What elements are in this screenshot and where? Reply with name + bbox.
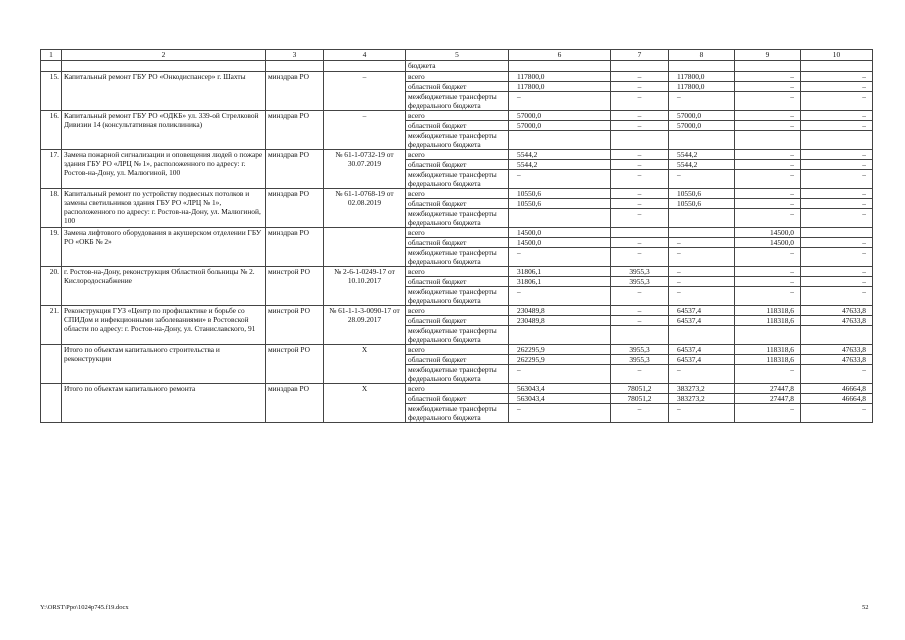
amount-cell: – [509, 404, 611, 423]
object-name: Итого по объектам капитального строительства и реконструкции [62, 345, 266, 384]
amount-cell: – [801, 267, 873, 277]
amount-cell: 117800,0 [509, 82, 611, 92]
funding-source-label: всего [406, 384, 509, 394]
amount-cell: 118318,6 [735, 345, 801, 355]
amount-cell: – [801, 82, 873, 92]
amount-cell: – [735, 267, 801, 277]
amount-cell: – [735, 287, 801, 306]
amount-cell: – [735, 365, 801, 384]
amount-cell: – [669, 170, 735, 189]
row-number: 17. [41, 150, 62, 189]
object-name: г. Ростов-на-Дону, реконструкция Областной больницы № 2. Кислородоснабжение [62, 267, 266, 306]
amount-cell: 14500,0 [509, 228, 611, 238]
funding-source-label: областной бюджет [406, 316, 509, 326]
amount-cell: – [611, 199, 669, 209]
amount-cell [735, 131, 801, 150]
funding-source-label: всего [406, 228, 509, 238]
amount-cell: 383273,2 [669, 384, 735, 394]
footer-file-path: Y:\ORST\Ppo\1024p745.f19.docx [40, 604, 129, 611]
amount-cell: – [735, 209, 801, 228]
amount-cell: – [611, 404, 669, 423]
responsible-org: минздрав РО [266, 72, 324, 111]
column-header-6: 6 [509, 50, 611, 61]
amount-cell: 10550,6 [509, 199, 611, 209]
responsible-org: минздрав РО [266, 150, 324, 189]
amount-cell: – [735, 72, 801, 82]
amount-cell [509, 209, 611, 228]
amount-cell: – [509, 92, 611, 111]
amount-cell: – [611, 121, 669, 131]
amount-cell: 27447,8 [735, 394, 801, 404]
amount-cell [735, 326, 801, 345]
amount-cell: – [801, 72, 873, 82]
amount-cell: – [669, 404, 735, 423]
column-header-9: 9 [735, 50, 801, 61]
table-row [41, 111, 873, 121]
amount-cell: – [669, 365, 735, 384]
amount-cell: – [735, 82, 801, 92]
amount-cell: – [611, 238, 669, 248]
amount-cell: – [801, 209, 873, 228]
row-number: 19. [41, 228, 62, 267]
funding-source-label: областной бюджет [406, 394, 509, 404]
amount-cell: 230489,8 [509, 306, 611, 316]
amount-cell [611, 326, 669, 345]
responsible-org: минздрав РО [266, 384, 324, 423]
funding-source-label: всего [406, 189, 509, 199]
amount-cell: 46664,8 [801, 384, 873, 394]
responsible-org: минздрав РО [266, 228, 324, 267]
column-header-8: 8 [669, 50, 735, 61]
object-name: Замена пожарной сигнализации и оповещения людей о пожаре здания ГБУ РО «ЛРЦ № 1», расположенного по адресу: г. Ростов-на-Дону, ул. Малюгиной, 100 [62, 150, 266, 189]
budget-table [40, 49, 873, 423]
amount-cell: 47633,8 [801, 355, 873, 365]
amount-cell: 47633,8 [801, 345, 873, 355]
amount-cell: 117800,0 [669, 72, 735, 82]
expertise-document: № 61-1-0732-19 от 30.07.2019 [324, 150, 406, 189]
amount-cell: – [509, 170, 611, 189]
amount-cell: 57000,0 [509, 121, 611, 131]
amount-cell [509, 326, 611, 345]
amount-cell: – [509, 248, 611, 267]
amount-cell: 47633,8 [801, 306, 873, 316]
amount-cell: – [735, 121, 801, 131]
responsible-org: минздрав РО [266, 189, 324, 228]
funding-source-label: всего [406, 267, 509, 277]
amount-cell: – [669, 238, 735, 248]
amount-cell: – [801, 150, 873, 160]
amount-cell: 3955,3 [611, 345, 669, 355]
amount-cell: – [801, 404, 873, 423]
amount-cell: 117800,0 [509, 72, 611, 82]
expertise-document: Х [324, 345, 406, 384]
amount-cell: – [611, 150, 669, 160]
column-header-1: 1 [41, 50, 62, 61]
expertise-document [324, 228, 406, 267]
funding-source-label: межбюджетные трансферты федерального бюджета [406, 209, 509, 228]
expertise-document: – [324, 72, 406, 111]
responsible-org: минстрой РО [266, 345, 324, 384]
funding-source-label: областной бюджет [406, 121, 509, 131]
amount-cell: 5544,2 [669, 150, 735, 160]
amount-cell: 117800,0 [669, 82, 735, 92]
amount-cell: – [735, 170, 801, 189]
column-header-2: 2 [62, 50, 266, 61]
amount-cell: 10550,6 [669, 199, 735, 209]
amount-cell: – [801, 365, 873, 384]
object-name: Капитальный ремонт по устройству подвесных потолков и замены светильников здания ГБУ РО «ЛРЦ № 1», расположенного по адресу: г. Ростов-на-Дону, ул. Малюгиной, 100 [62, 189, 266, 228]
amount-cell: 5544,2 [509, 160, 611, 170]
amount-cell: – [735, 111, 801, 121]
amount-cell: 3955,3 [611, 267, 669, 277]
object-name: Реконструкция ГУЗ «Центр по профилактике и борьбе со СПИДом и инфекционными заболеваниями» в Ростовской области по адресу: г. Ростов-на-Дону, ул. Станиславского, 91 [62, 306, 266, 345]
expertise-document: – [324, 111, 406, 150]
amount-cell: – [509, 287, 611, 306]
column-header-4: 4 [324, 50, 406, 61]
funding-source-label: всего [406, 111, 509, 121]
amount-cell [611, 228, 669, 238]
responsible-org: минстрой РО [266, 267, 324, 306]
amount-cell: – [801, 277, 873, 287]
amount-cell: – [801, 111, 873, 121]
table-row [41, 228, 873, 238]
expertise-document: № 2-6-1-0249-17 от 10.10.2017 [324, 267, 406, 306]
row-number: 20. [41, 267, 62, 306]
amount-cell: 563043,4 [509, 384, 611, 394]
amount-cell: – [801, 199, 873, 209]
amount-cell: 5544,2 [509, 150, 611, 160]
object-name: Капитальный ремонт ГБУ РО «Онкодиспансер» г. Шахты [62, 72, 266, 111]
amount-cell: – [611, 160, 669, 170]
page-number: 52 [862, 604, 869, 611]
funding-source-label: межбюджетные трансферты федерального бюджета [406, 287, 509, 306]
funding-source-label: областной бюджет [406, 160, 509, 170]
amount-cell: 563043,4 [509, 394, 611, 404]
amount-cell: – [669, 277, 735, 287]
amount-cell: 5544,2 [669, 160, 735, 170]
amount-cell [801, 131, 873, 150]
funding-source-label: областной бюджет [406, 82, 509, 92]
header-row [41, 50, 873, 61]
amount-cell: – [801, 170, 873, 189]
amount-cell: – [735, 404, 801, 423]
funding-source-label: межбюджетные трансферты федерального бюджета [406, 404, 509, 423]
table-row [41, 150, 873, 160]
table-row [41, 189, 873, 199]
amount-cell: – [611, 92, 669, 111]
amount-cell: – [611, 248, 669, 267]
amount-cell: – [801, 121, 873, 131]
amount-cell: – [735, 199, 801, 209]
amount-cell: – [611, 111, 669, 121]
expertise-document: № 61-1-1-3-0090-17 от 28.09.2017 [324, 306, 406, 345]
amount-cell: 118318,6 [735, 316, 801, 326]
funding-source-label: межбюджетные трансферты федерального бюджета [406, 248, 509, 267]
amount-cell: 64537,4 [669, 345, 735, 355]
amount-cell [611, 131, 669, 150]
object-name: Капитальный ремонт ГБУ РО «ОДКБ» ул. 339-ой Стрелковой Дивизии 14 (консультативная поликлиника) [62, 111, 266, 150]
object-name: Итого по объектам капитального ремонта [62, 384, 266, 423]
funding-source-label: всего [406, 306, 509, 316]
funding-source-label: областной бюджет [406, 355, 509, 365]
amount-cell: – [611, 316, 669, 326]
column-header-3: 3 [266, 50, 324, 61]
amount-cell: 57000,0 [669, 111, 735, 121]
amount-cell: 46664,8 [801, 394, 873, 404]
funding-source-label: всего [406, 345, 509, 355]
continuation-label: бюджета [406, 61, 509, 72]
amount-cell: – [611, 209, 669, 228]
amount-cell: 14500,0 [735, 228, 801, 238]
funding-source-label: областной бюджет [406, 277, 509, 287]
funding-source-label: межбюджетные трансферты федерального бюджета [406, 131, 509, 150]
amount-cell: – [611, 365, 669, 384]
amount-cell: 14500,0 [735, 238, 801, 248]
amount-cell: – [735, 150, 801, 160]
row-number: 16. [41, 111, 62, 150]
amount-cell: – [669, 92, 735, 111]
amount-cell: 64537,4 [669, 355, 735, 365]
row-number: 18. [41, 189, 62, 228]
amount-cell: – [735, 160, 801, 170]
amount-cell: 64537,4 [669, 306, 735, 316]
amount-cell: – [669, 287, 735, 306]
column-header-5: 5 [406, 50, 509, 61]
continuation-row [41, 61, 873, 72]
amount-cell [509, 131, 611, 150]
amount-cell: – [611, 189, 669, 199]
amount-cell: – [611, 306, 669, 316]
amount-cell: 31806,1 [509, 267, 611, 277]
amount-cell: – [801, 287, 873, 306]
amount-cell: 14500,0 [509, 238, 611, 248]
amount-cell: 3955,3 [611, 277, 669, 287]
table-row [41, 306, 873, 316]
responsible-org: минздрав РО [266, 111, 324, 150]
amount-cell: – [509, 365, 611, 384]
column-header-10: 10 [801, 50, 873, 61]
amount-cell: – [801, 238, 873, 248]
amount-cell [669, 228, 735, 238]
funding-source-label: всего [406, 72, 509, 82]
amount-cell: – [735, 248, 801, 267]
amount-cell: – [669, 267, 735, 277]
amount-cell: 262295,9 [509, 345, 611, 355]
funding-source-label: межбюджетные трансферты федерального бюджета [406, 326, 509, 345]
amount-cell [801, 326, 873, 345]
amount-cell: 118318,6 [735, 306, 801, 316]
amount-cell: 57000,0 [509, 111, 611, 121]
row-number: 15. [41, 72, 62, 111]
funding-source-label: межбюджетные трансферты федерального бюджета [406, 170, 509, 189]
amount-cell: 230489,8 [509, 316, 611, 326]
amount-cell: 10550,6 [509, 189, 611, 199]
row-number [41, 345, 62, 384]
amount-cell: 64537,4 [669, 316, 735, 326]
amount-cell: – [801, 248, 873, 267]
row-number [41, 384, 62, 423]
column-header-7: 7 [611, 50, 669, 61]
amount-cell: – [735, 189, 801, 199]
amount-cell: 47633,8 [801, 316, 873, 326]
funding-source-label: областной бюджет [406, 199, 509, 209]
amount-cell: – [735, 92, 801, 111]
amount-cell: – [735, 277, 801, 287]
amount-cell: – [801, 92, 873, 111]
amount-cell: – [611, 170, 669, 189]
responsible-org: минстрой РО [266, 306, 324, 345]
table-row [41, 384, 873, 394]
amount-cell [669, 326, 735, 345]
amount-cell: 57000,0 [669, 121, 735, 131]
amount-cell: 118318,6 [735, 355, 801, 365]
funding-source-label: межбюджетные трансферты федерального бюджета [406, 365, 509, 384]
expertise-document: № 61-1-0768-19 от 02.08.2019 [324, 189, 406, 228]
amount-cell: 262295,9 [509, 355, 611, 365]
funding-source-label: областной бюджет [406, 238, 509, 248]
object-name: Замена лифтового оборудования в акушерском отделении ГБУ РО «ОКБ № 2» [62, 228, 266, 267]
amount-cell: – [801, 189, 873, 199]
funding-source-label: межбюджетные трансферты федерального бюджета [406, 92, 509, 111]
amount-cell: 27447,8 [735, 384, 801, 394]
amount-cell [669, 209, 735, 228]
amount-cell: 78051,2 [611, 394, 669, 404]
amount-cell: – [669, 248, 735, 267]
amount-cell: 3955,3 [611, 355, 669, 365]
amount-cell: 31806,1 [509, 277, 611, 287]
funding-source-label: всего [406, 150, 509, 160]
table-row [41, 345, 873, 355]
expertise-document: Х [324, 384, 406, 423]
table-body [41, 61, 873, 423]
amount-cell: 383273,2 [669, 394, 735, 404]
amount-cell: – [801, 160, 873, 170]
amount-cell [669, 131, 735, 150]
amount-cell: 10550,6 [669, 189, 735, 199]
amount-cell: – [611, 72, 669, 82]
table-row [41, 72, 873, 82]
row-number: 21. [41, 306, 62, 345]
table-row [41, 267, 873, 277]
amount-cell [801, 228, 873, 238]
amount-cell: – [611, 287, 669, 306]
amount-cell: – [611, 82, 669, 92]
amount-cell: 78051,2 [611, 384, 669, 394]
